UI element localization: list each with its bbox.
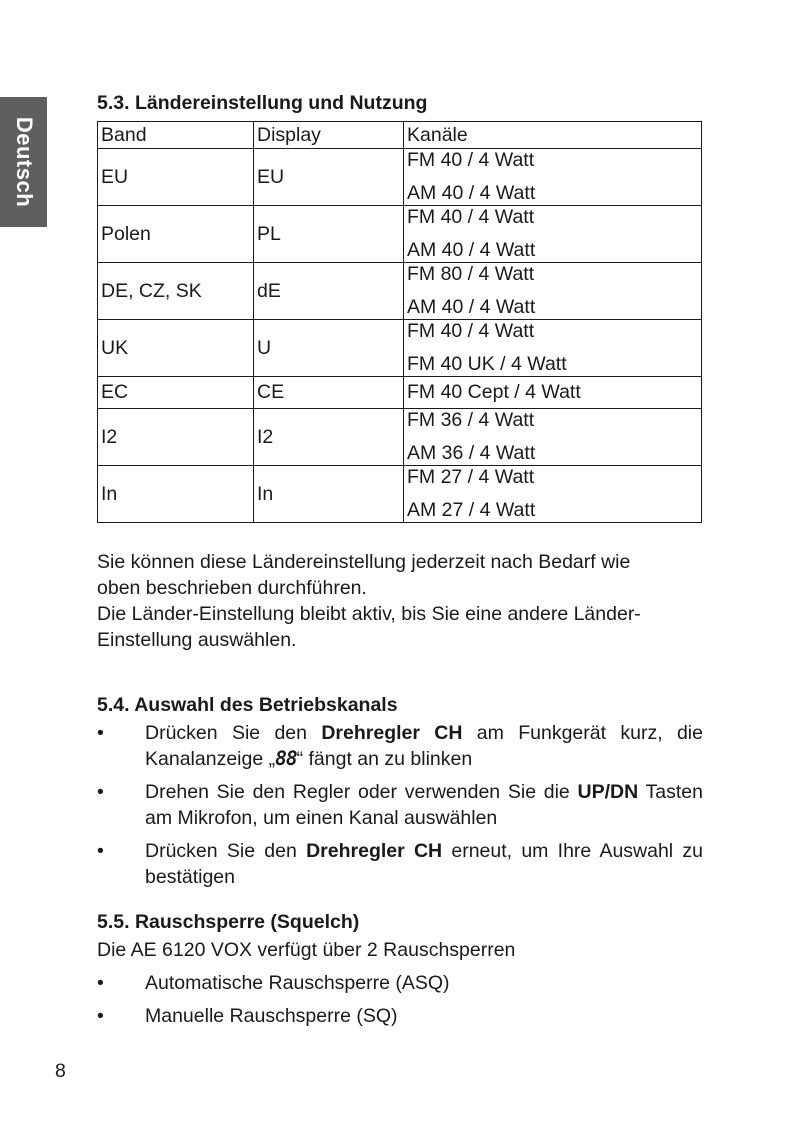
channel-line: FM 40 / 4 Watt	[407, 149, 535, 171]
cell-display: EU	[254, 149, 404, 206]
cell-display: I2	[254, 409, 404, 466]
cell-band: DE, CZ, SK	[98, 263, 254, 320]
cell-band: In	[98, 466, 254, 523]
cell-kanaele	[404, 377, 702, 409]
table-row	[98, 409, 702, 466]
channel-line: FM 36 / 4 Watt	[407, 409, 535, 431]
squelch-intro: Die AE 6120 VOX verfügt über 2 Rauschsperren	[97, 939, 516, 961]
cell-band: EC	[98, 377, 254, 409]
section-5-4-heading: 5.4. Auswahl des Betriebskanals	[97, 694, 398, 716]
updn-label: UP/DN	[577, 781, 639, 803]
page-number: 8	[55, 1060, 66, 1082]
language-tab-label: Deutsch	[11, 116, 37, 208]
channel-line: FM 40 / 4 Watt	[407, 320, 535, 342]
channel-line: FM 40 / 4 Watt	[407, 206, 535, 228]
channel-line: AM 40 / 4 Watt	[407, 182, 536, 204]
cell-kanaele	[404, 206, 702, 263]
channel-line: FM 40 UK / 4 Watt	[407, 353, 567, 375]
channel-line: AM 40 / 4 Watt	[407, 239, 536, 261]
channel-selection-steps	[97, 720, 703, 890]
table-row	[98, 149, 702, 206]
list-item: • Drücken Sie den Drehregler CH am Funkgerät kurz, die Kanalanzeige „88“ fängt an zu blinken	[97, 720, 703, 772]
language-tab	[0, 97, 47, 227]
cell-kanaele	[404, 409, 702, 466]
country-settings-table	[97, 121, 702, 523]
cell-band: EU	[98, 149, 254, 206]
table-row	[98, 320, 702, 377]
header-kanaele: Kanäle	[404, 122, 702, 149]
text-line: oben beschrieben durchführen.	[97, 577, 367, 599]
channel-line: FM 80 / 4 Watt	[407, 263, 535, 285]
list-item: • Drücken Sie den Drehregler CH erneut, um Ihre Auswahl zu bestätigen	[97, 838, 703, 890]
cell-display: In	[254, 466, 404, 523]
squelch-types-list	[97, 970, 703, 1029]
text-line: Die Länder-Einstellung bleibt aktiv, bis Sie eine andere Länder-	[97, 603, 641, 625]
cell-band: UK	[98, 320, 254, 377]
channel-line: AM 36 / 4 Watt	[407, 442, 536, 464]
paragraph-country-setting-note	[97, 549, 703, 653]
cell-kanaele	[404, 320, 702, 377]
channel-line: FM 27 / 4 Watt	[407, 466, 535, 488]
cell-kanaele	[404, 149, 702, 206]
cell-band: I2	[98, 409, 254, 466]
knob-ch-label: Drehregler CH	[306, 840, 443, 862]
table-row	[98, 466, 702, 523]
section-5-5-heading: 5.5. Rauschsperre (Squelch)	[97, 911, 360, 933]
channel-display-glyph: 88	[275, 747, 297, 770]
table-row	[98, 377, 702, 409]
text-line: Einstellung auswählen.	[97, 629, 297, 651]
cell-kanaele	[404, 466, 702, 523]
cell-kanaele	[404, 263, 702, 320]
header-band: Band	[98, 122, 254, 149]
table-row	[98, 263, 702, 320]
cell-display: dE	[254, 263, 404, 320]
header-display: Display	[254, 122, 404, 149]
channel-line: FM 40 Cept / 4 Watt	[407, 381, 581, 403]
table-row	[98, 206, 702, 263]
list-item: • Drehen Sie den Regler oder verwenden Sie die UP/DN Tasten am Mikrofon, um einen Kanal auswählen	[97, 779, 703, 831]
cell-display: PL	[254, 206, 404, 263]
channel-line: AM 27 / 4 Watt	[407, 499, 536, 521]
cell-band: Polen	[98, 206, 254, 263]
list-item: • Manuelle Rauschsperre (SQ)	[97, 1003, 703, 1029]
knob-ch-label: Drehregler CH	[321, 722, 463, 744]
table-header-row	[98, 122, 702, 149]
text-line: Sie können diese Ländereinstellung jederzeit nach Bedarf wie	[97, 551, 631, 573]
section-5-3-heading: 5.3. Ländereinstellung und Nutzung	[97, 92, 428, 114]
list-item: • Automatische Rauschsperre (ASQ)	[97, 970, 703, 996]
cell-display: U	[254, 320, 404, 377]
channel-line: AM 40 / 4 Watt	[407, 296, 536, 318]
cell-display: CE	[254, 377, 404, 409]
